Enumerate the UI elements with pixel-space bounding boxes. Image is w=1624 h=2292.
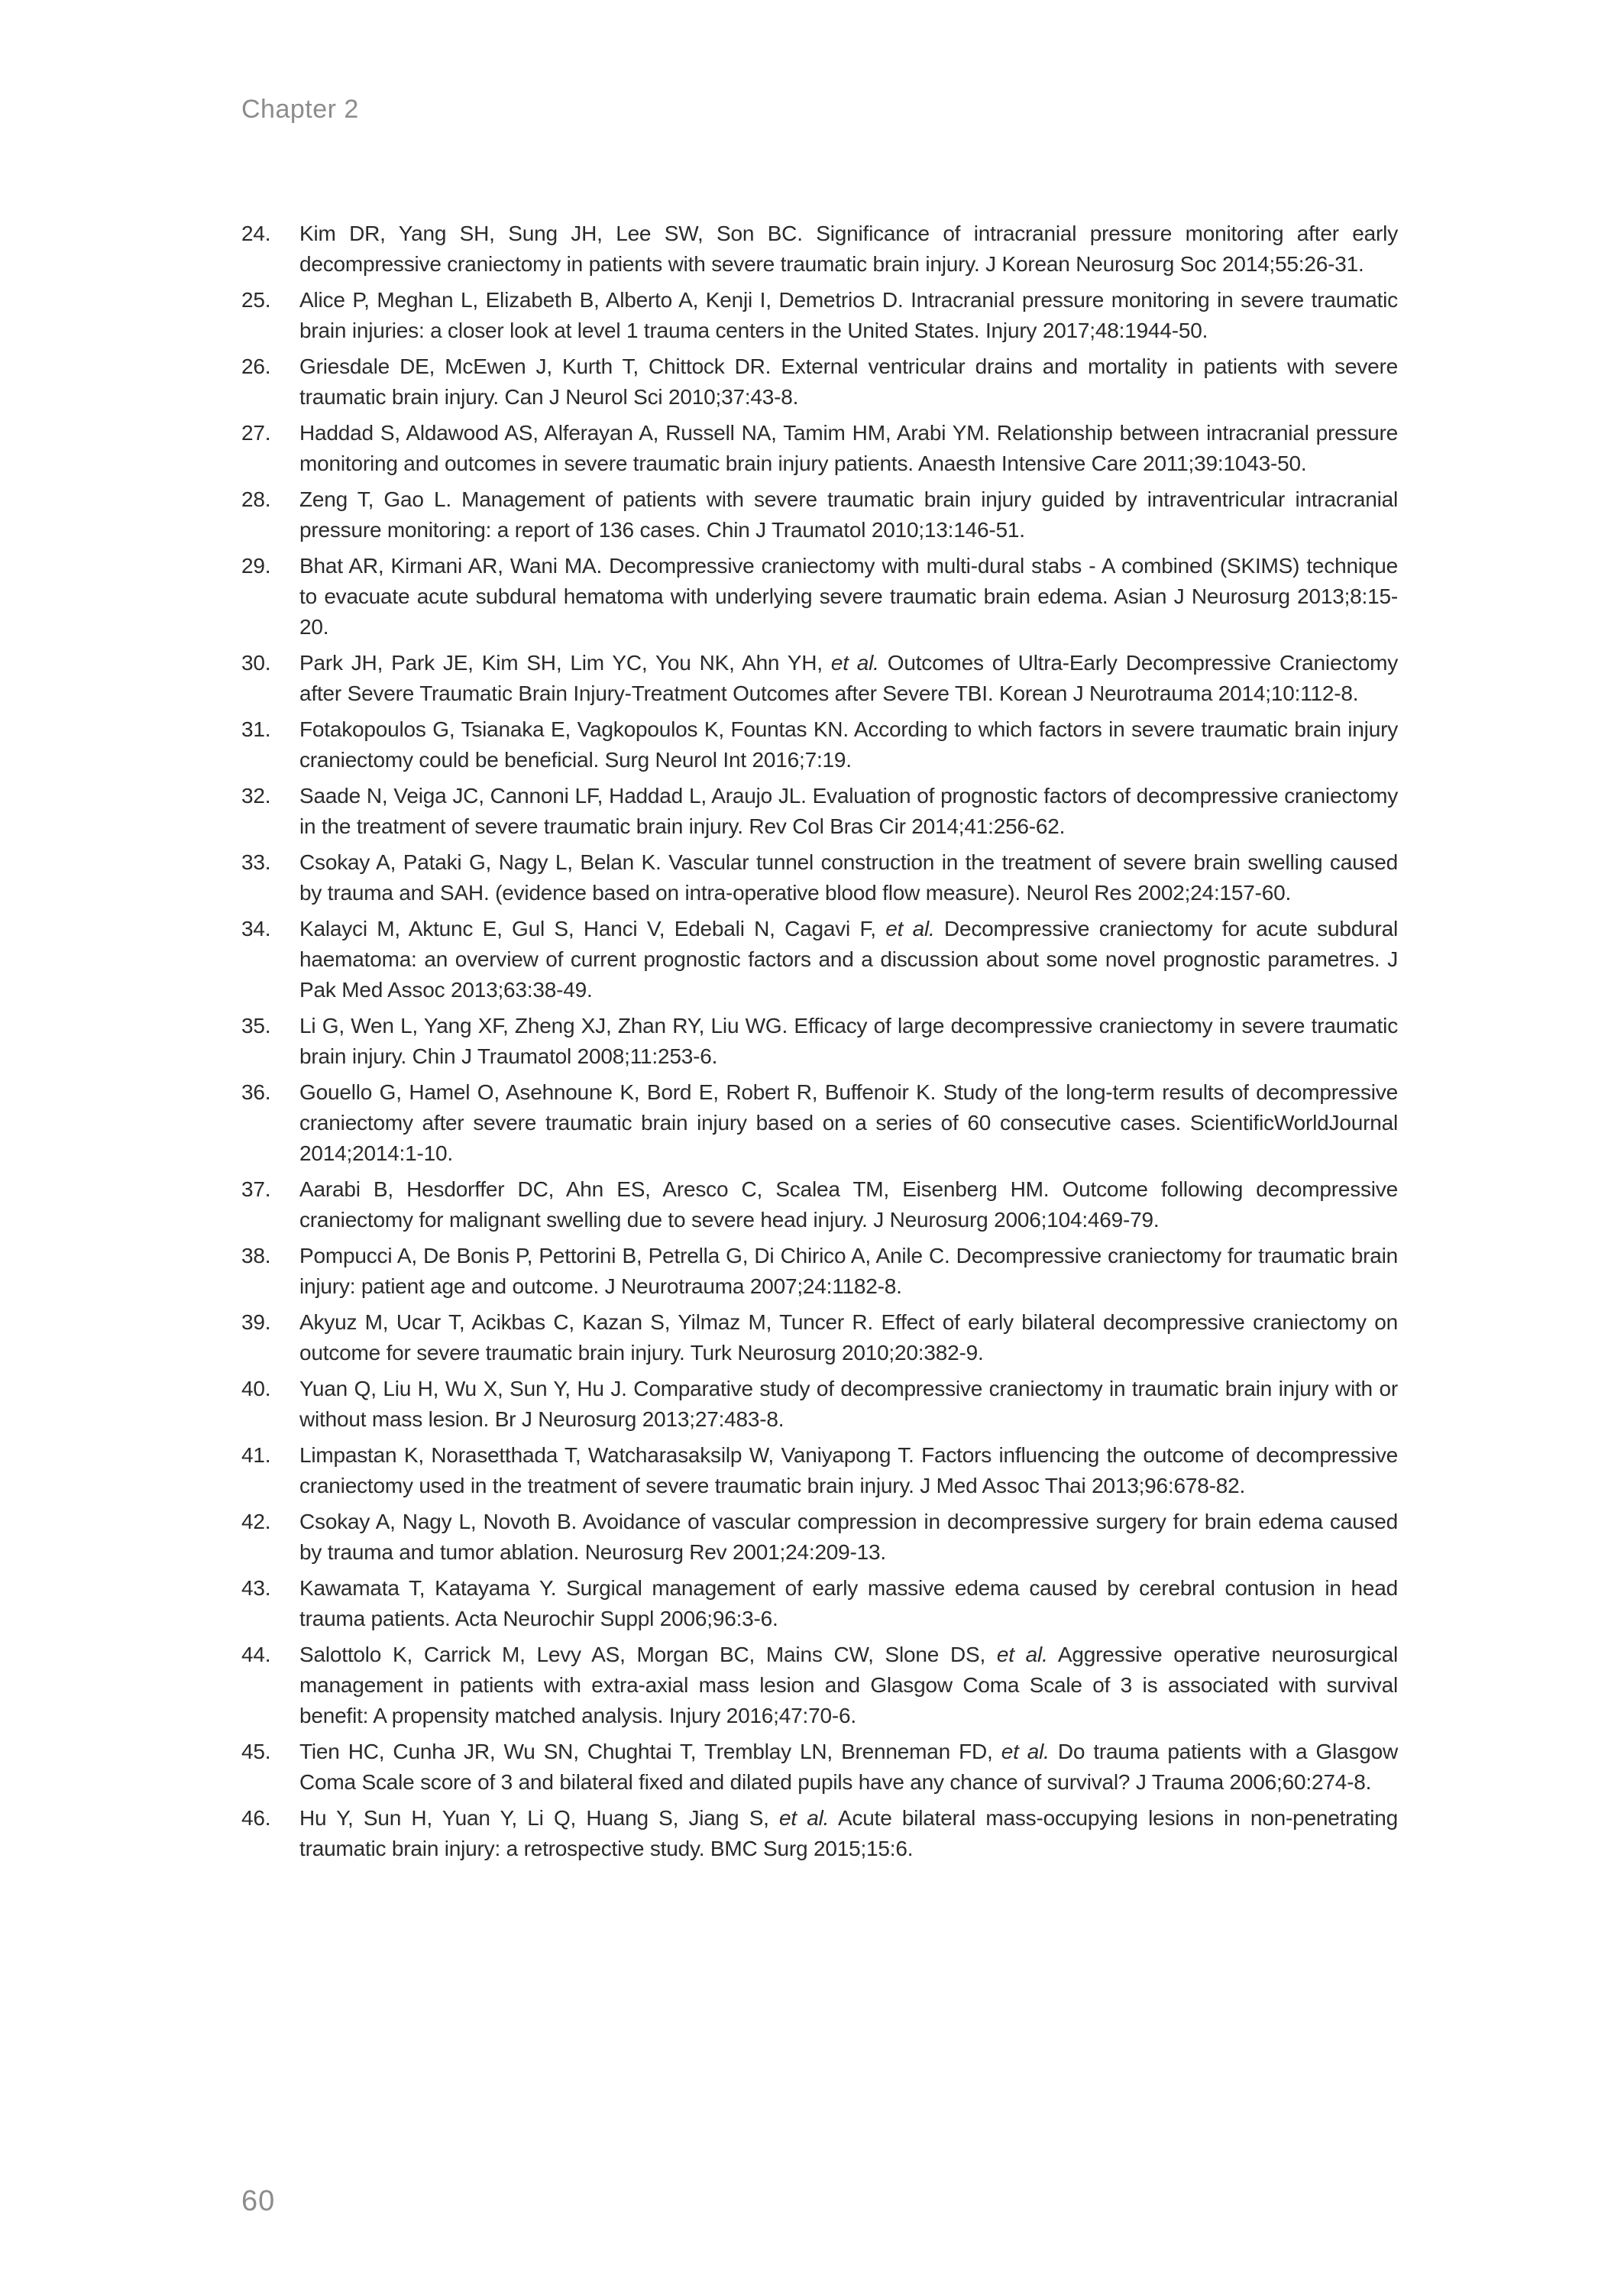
reference-list bbox=[241, 219, 1398, 1870]
reference-item bbox=[241, 418, 1398, 479]
reference-text: Gouello G, Hamel O, Asehnoune K, Bord E, Robert R, Buffenoir K. Study of the long-term results of decompressive craniectomy after severe traumatic brain injury based on a series of 60 consecutive cases. ScientificWorldJournal 2014;2014:1-10. bbox=[299, 1080, 1398, 1165]
reference-number: 28. bbox=[241, 487, 271, 511]
reference-item bbox=[241, 714, 1398, 775]
reference-item bbox=[241, 1737, 1398, 1798]
reference-item bbox=[241, 551, 1398, 643]
reference-number: 36. bbox=[241, 1080, 271, 1104]
reference-item bbox=[241, 285, 1398, 346]
reference-item bbox=[241, 914, 1398, 1005]
reference-number: 45. bbox=[241, 1740, 271, 1763]
reference-text: Tien HC, Cunha JR, Wu SN, Chughtai T, Tremblay LN, Brenneman FD, et al. Do trauma patients with a Glasgow Coma Scale score of 3 and bilateral fixed and dilated pupils have any chance of survival? J Trauma 2006;60:274-8. bbox=[299, 1740, 1398, 1794]
reference-number: 35. bbox=[241, 1014, 271, 1038]
reference-number: 27. bbox=[241, 421, 271, 445]
reference-text: Haddad S, Aldawood AS, Alferayan A, Russell NA, Tamim HM, Arabi YM. Relationship between intracranial pressure monitoring and outcomes in severe traumatic brain injury patients. Anaesth Intensive Care 2011;39:1043-50. bbox=[299, 421, 1398, 475]
reference-number: 43. bbox=[241, 1576, 271, 1600]
reference-text: Aarabi B, Hesdorffer DC, Ahn ES, Aresco C, Scalea TM, Eisenberg HM. Outcome following decompressive craniectomy for malignant swelling due to severe head injury. J Neurosurg 2006;104:469-79. bbox=[299, 1177, 1398, 1232]
reference-item bbox=[241, 1011, 1398, 1072]
reference-text: Kim DR, Yang SH, Sung JH, Lee SW, Son BC. Significance of intracranial pressure monitoring after early decompressive craniectomy in patients with severe traumatic brain injury. J Korean Neurosurg Soc 2014;55:26-31. bbox=[299, 222, 1398, 276]
reference-number: 25. bbox=[241, 288, 271, 312]
reference-text: Fotakopoulos G, Tsianaka E, Vagkopoulos K, Fountas KN. According to which factors in severe traumatic brain injury craniectomy could be beneficial. Surg Neurol Int 2016;7:19. bbox=[299, 717, 1398, 772]
reference-item bbox=[241, 1307, 1398, 1368]
reference-number: 46. bbox=[241, 1806, 271, 1830]
reference-item bbox=[241, 648, 1398, 709]
reference-number: 42. bbox=[241, 1510, 271, 1533]
reference-number: 34. bbox=[241, 917, 271, 940]
reference-text: Csokay A, Nagy L, Novoth B. Avoidance of vascular compression in decompressive surgery for brain edema caused by trauma and tumor ablation. Neurosurg Rev 2001;24:209-13. bbox=[299, 1510, 1398, 1564]
reference-text: Akyuz M, Ucar T, Acikbas C, Kazan S, Yilmaz M, Tuncer R. Effect of early bilateral decompressive craniectomy on outcome for severe traumatic brain injury. Turk Neurosurg 2010;20:382-9. bbox=[299, 1310, 1398, 1365]
reference-item bbox=[241, 847, 1398, 908]
reference-number: 44. bbox=[241, 1643, 271, 1666]
reference-text: Hu Y, Sun H, Yuan Y, Li Q, Huang S, Jiang S, et al. Acute bilateral mass-occupying lesions in non-penetrating traumatic brain injury: a retrospective study. BMC Surg 2015;15:6. bbox=[299, 1806, 1398, 1860]
reference-text: Saade N, Veiga JC, Cannoni LF, Haddad L, Araujo JL. Evaluation of prognostic factors of decompressive craniectomy in the treatment of severe traumatic brain injury. Rev Col Bras Cir 2014;41:256-62. bbox=[299, 784, 1398, 838]
reference-item bbox=[241, 781, 1398, 842]
reference-item bbox=[241, 1374, 1398, 1435]
reference-item bbox=[241, 1241, 1398, 1302]
chapter-header: Chapter 2 bbox=[241, 95, 359, 124]
reference-number: 26. bbox=[241, 354, 271, 378]
reference-number: 41. bbox=[241, 1443, 271, 1467]
reference-text: Alice P, Meghan L, Elizabeth B, Alberto A, Kenji I, Demetrios D. Intracranial pressure monitoring in severe traumatic brain injuries: a closer look at level 1 trauma centers in the United States. Injury 2017;48:1944-50. bbox=[299, 288, 1398, 342]
reference-item bbox=[241, 484, 1398, 545]
reference-text: Limpastan K, Norasetthada T, Watcharasaksilp W, Vaniyapong T. Factors influencing the outcome of decompressive craniectomy used in the treatment of severe traumatic brain injury. J Med Assoc Thai 2013;96:678-82. bbox=[299, 1443, 1398, 1497]
reference-number: 24. bbox=[241, 222, 271, 245]
reference-number: 29. bbox=[241, 554, 271, 578]
reference-text: Pompucci A, De Bonis P, Pettorini B, Petrella G, Di Chirico A, Anile C. Decompressive craniectomy for traumatic brain injury: patient age and outcome. J Neurotrauma 2007;24:1182-8. bbox=[299, 1244, 1398, 1298]
reference-item bbox=[241, 1077, 1398, 1169]
reference-text: Bhat AR, Kirmani AR, Wani MA. Decompressive craniectomy with multi-dural stabs - A combined (SKIMS) technique to evacuate acute subdural hematoma with underlying severe traumatic brain edema. Asian J Neurosurg 2013;8:15-20. bbox=[299, 554, 1398, 639]
reference-item bbox=[241, 1573, 1398, 1634]
reference-item bbox=[241, 1440, 1398, 1501]
reference-number: 39. bbox=[241, 1310, 271, 1334]
reference-number: 40. bbox=[241, 1377, 271, 1400]
page-number: 60 bbox=[241, 2185, 276, 2217]
reference-text: Li G, Wen L, Yang XF, Zheng XJ, Zhan RY, Liu WG. Efficacy of large decompressive craniectomy in severe traumatic brain injury. Chin J Traumatol 2008;11:253-6. bbox=[299, 1014, 1398, 1068]
reference-item bbox=[241, 1803, 1398, 1864]
reference-item bbox=[241, 351, 1398, 413]
reference-item bbox=[241, 1640, 1398, 1731]
reference-number: 31. bbox=[241, 717, 271, 741]
reference-number: 30. bbox=[241, 651, 271, 675]
reference-text: Park JH, Park JE, Kim SH, Lim YC, You NK, Ahn YH, et al. Outcomes of Ultra-Early Decompressive Craniectomy after Severe Traumatic Brain Injury-Treatment Outcomes after Severe TBI. Korean J Neurotrauma 2014;10:112-8. bbox=[299, 651, 1398, 705]
reference-text: Yuan Q, Liu H, Wu X, Sun Y, Hu J. Comparative study of decompressive craniectomy in traumatic brain injury with or without mass lesion. Br J Neurosurg 2013;27:483-8. bbox=[299, 1377, 1398, 1431]
reference-text: Zeng T, Gao L. Management of patients with severe traumatic brain injury guided by intraventricular intracranial pressure monitoring: a report of 136 cases. Chin J Traumatol 2010;13:146-51. bbox=[299, 487, 1398, 542]
reference-number: 33. bbox=[241, 850, 271, 874]
reference-text: Csokay A, Pataki G, Nagy L, Belan K. Vascular tunnel construction in the treatment of severe brain swelling caused by trauma and SAH. (evidence based on intra-operative blood flow measure). Neurol Res 2002;24:157-60. bbox=[299, 850, 1398, 905]
reference-item bbox=[241, 1507, 1398, 1568]
reference-text: Kawamata T, Katayama Y. Surgical management of early massive edema caused by cerebral contusion in head trauma patients. Acta Neurochir Suppl 2006;96:3-6. bbox=[299, 1576, 1398, 1630]
reference-item bbox=[241, 1174, 1398, 1235]
reference-number: 37. bbox=[241, 1177, 271, 1201]
reference-text: Salottolo K, Carrick M, Levy AS, Morgan BC, Mains CW, Slone DS, et al. Aggressive operative neurosurgical management in patients with extra-axial mass lesion and Glasgow Coma Scale of 3 is associated with survival benefit: A propensity matched analysis. Injury 2016;47:70-6. bbox=[299, 1643, 1398, 1727]
reference-text: Griesdale DE, McEwen J, Kurth T, Chittock DR. External ventricular drains and mortality in patients with severe traumatic brain injury. Can J Neurol Sci 2010;37:43-8. bbox=[299, 354, 1398, 409]
reference-item bbox=[241, 219, 1398, 280]
reference-number: 32. bbox=[241, 784, 271, 808]
reference-number: 38. bbox=[241, 1244, 271, 1267]
reference-text: Kalayci M, Aktunc E, Gul S, Hanci V, Edebali N, Cagavi F, et al. Decompressive craniectomy for acute subdural haematoma: an overview of current prognostic factors and a discussion about some novel prognostic parametres. J Pak Med Assoc 2013;63:38-49. bbox=[299, 917, 1398, 1002]
